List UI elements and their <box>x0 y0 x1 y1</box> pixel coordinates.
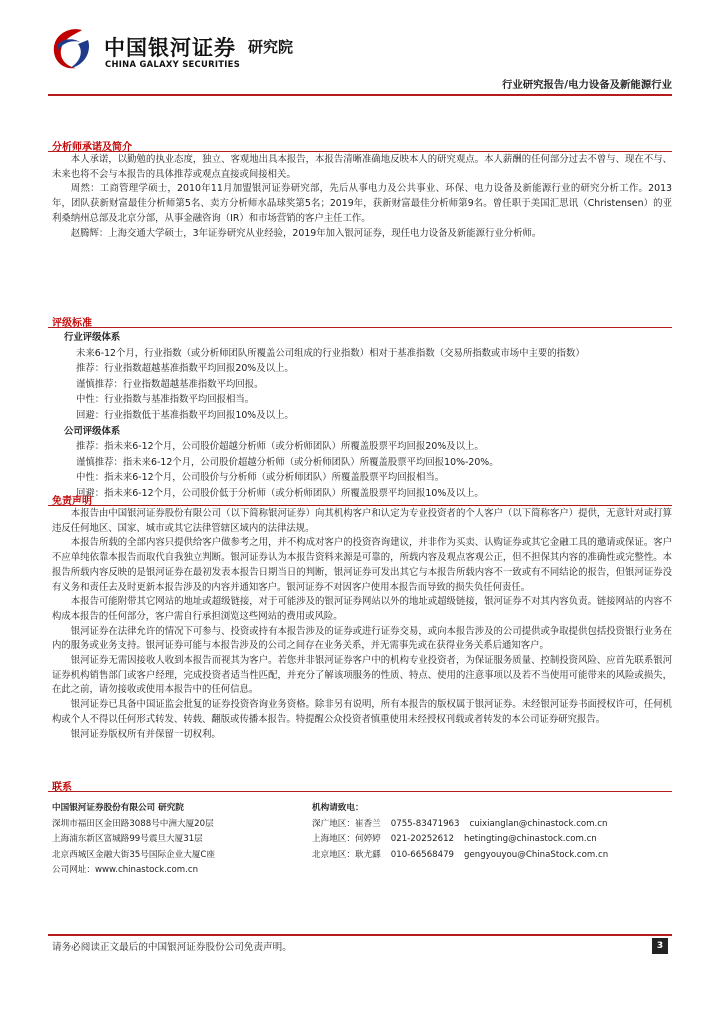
contact-clients-title: 机构请致电： <box>312 803 364 813</box>
industry-rating-line: 回避：行业指数低于基准指数平均回报10%及以上。 <box>76 409 294 421</box>
client-name: 何婷婷 <box>354 834 381 845</box>
analyst-paragraph: 本人承诺，以勤勉的执业态度，独立、客观地出具本报告，本报告清晰准确地反映本人的研究观点。本人薪酬的任何部分过去不曾与、现在不与、未来也将不会与本报告的具体推荐或观点直接或间接相关。 <box>52 154 672 180</box>
industry-rating-line: 推荐：行业指数超越基准指数平均回报20%及以上。 <box>76 363 294 375</box>
industry-rating-title: 行业评级体系 <box>64 332 121 343</box>
contact-address: 北京西城区金融大街35号国际企业大厦C座 <box>52 849 216 860</box>
company-logo <box>48 26 308 76</box>
contact-section-divider <box>48 791 672 792</box>
client-region: 上海地区： <box>312 834 355 845</box>
analyst-section-title: 分析师承诺及简介 <box>52 142 132 153</box>
disclaimer-paragraph: 本报告可能附带其它网站的地址或超级链接，对于可能涉及的银河证券网站以外的地址或超级链接，银河证券不对其内容负责。链接网站的内容不构成本报告的任何部分，客户需自行承担浏览这些网站的费用或风险。 <box>52 596 672 622</box>
analyst-paragraph: 周然：工商管理学硕士，2010年11月加盟银河证券研究部，先后从事电力及公共事业、环保、电力设备及新能源行业的研究分析工作。2013年，团队获新财富最佳分析师第5名、卖方分析师水晶球奖第5名；2019年，获新财富最佳分析师第9名。曾任职于美国汇思讯（Christensen）的亚利桑纳州总部及北京分部，从事金融咨询（IR）和市场营销的客户主任工作。 <box>52 183 672 224</box>
contact-client-row <box>312 832 608 848</box>
logo-english-name: CHINA GALAXY SECURITIES <box>105 59 241 69</box>
company-rating-line: 推荐：指未来6-12个月，公司股价超越分析师（或分析师团队）所覆盖股票平均回报20%及以上。 <box>76 441 484 453</box>
institute-label: 研究院 <box>248 38 294 56</box>
rating-section-title: 评级标准 <box>52 318 92 329</box>
footer-divider <box>48 934 672 936</box>
industry-rating-line: 中性：行业指数与基准指数平均回报相当。 <box>76 394 255 406</box>
contact-company-block <box>52 801 215 879</box>
disclaimer-section-divider <box>48 505 672 506</box>
client-name: 崔香兰 <box>354 818 381 829</box>
contact-address: 深圳市福田区金田路3088号中洲大厦20层 <box>52 818 214 829</box>
contact-company-name: 中国银河证券股份有限公司 研究院 <box>52 803 184 813</box>
disclaimer-section-title: 免责声明 <box>52 496 92 507</box>
analyst-section-divider <box>48 151 672 152</box>
client-region: 深广地区： <box>312 818 355 829</box>
disclaimer-paragraph: 银河证券无需因接收人收到本报告而视其为客户。若您并非银河证券客户中的机构专业投资者，为保证服务质量、控制投资风险、应首先联系银河证券机构销售部门或客户经理，完成投资者适当性匹配，并充分了解该项服务的性质、特点、使用的注意事项以及若不当使用可能带来的风险或损失，在此之前，请勿接收或使用本报告中的任何信息。 <box>52 655 672 696</box>
galaxy-logo-icon <box>48 26 94 72</box>
client-phone: 021-20252612 <box>390 834 455 845</box>
client-email[interactable]: cuixianglan@chinastock.com.cn <box>469 818 608 829</box>
client-phone: 0755-83471963 <box>390 818 460 829</box>
industry-rating-line: 未来6-12个月，行业指数（或分析师团队所覆盖公司组成的行业指数）相对于基准指数（交易所指数或市场中主要的指数） <box>76 347 585 359</box>
analyst-section-body <box>52 153 672 241</box>
header-divider <box>48 94 672 96</box>
rating-section-divider <box>48 327 672 328</box>
report-type: 行业研究报告/电力设备及新能源行业 <box>501 79 672 91</box>
disclaimer-paragraph: 本报告由中国银河证券股份有限公司（以下简称银河证券）向其机构客户和认定为专业投资者的个人客户（以下简称客户）提供，无意针对或打算违反任何地区、国家、城市或其它法律管辖区域内的法律法规。 <box>52 508 672 534</box>
disclaimer-paragraph: 银河证券版权所有并保留一切权利。 <box>70 728 221 740</box>
contact-clients-block <box>312 801 608 863</box>
disclaimer-paragraph: 本报告所载的全部内容只提供给客户做参考之用，并不构成对客户的投资咨询建议，并非作为买卖、认购证券或其它金融工具的邀请或保证。客户不应单纯依靠本报告而取代自我独立判断。银河证券认为本报告资料来源是可靠的，所载内容及观点客观公正，但不担保其内容的准确性或完整性。本报告所载内容反映的是银河证券在最初发表本报告日期当日的判断，银河证券可发出其它与本报告所载内容不一致或有不同结论的报告，但银河证券没有义务和责任去及时更新本报告涉及的内容并通知客户。银河证券不对因客户使用本报告而导致的损失负任何责任。 <box>52 537 672 593</box>
page-number: 3 <box>652 938 668 954</box>
company-rating-line: 中性：指未来6-12个月，公司股价与分析师（或分析师团队）所覆盖股票平均回报相当。 <box>76 472 445 484</box>
client-region: 北京地区： <box>312 849 355 860</box>
contact-client-row <box>312 817 608 833</box>
client-email[interactable]: gengyouyou@ChinaStock.com.cn <box>464 849 609 860</box>
contact-website: 公司网址：www.chinastock.com.cn <box>52 865 199 876</box>
client-email[interactable]: hetingting@chinastock.com.cn <box>464 834 597 845</box>
industry-rating-line: 谨慎推荐：行业指数超越基准指数平均回报。 <box>76 378 264 390</box>
contact-section-title: 联系 <box>52 782 72 793</box>
disclaimer-section-body <box>52 507 672 742</box>
rating-section-body <box>52 330 672 502</box>
logo-chinese-name: 中国银河证券 <box>104 36 236 60</box>
company-rating-title: 公司评级体系 <box>64 425 121 437</box>
company-rating-line: 谨慎推荐：指未来6-12个月，公司股价超越分析师（或分析师团队）所覆盖股票平均回报10%-20%。 <box>76 456 499 468</box>
analyst-paragraph: 赵腾辉：上海交通大学硕士，3年证券研究从业经验，2019年加入银河证券，现任电力设备及新能源行业分析师。 <box>70 227 542 239</box>
disclaimer-paragraph: 银河证券在法律允许的情况下可参与、投资或持有本报告涉及的证券或进行证券交易，或向本报告涉及的公司提供或争取提供包括投资银行业务在内的服务或业务支持。银河证券可能与本报告涉及的公司之间存在业务关系，并无需事先或在获得业务关系后通知客户。 <box>52 625 672 652</box>
footer-disclaimer-note: 请务必阅读正文最后的中国银河证券股份公司免责声明。 <box>52 942 292 953</box>
company-rating-line: 回避：指未来6-12个月，公司股价低于分析师（或分析师团队）所覆盖股票平均回报10%及以上。 <box>76 487 484 499</box>
contact-client-row <box>312 848 608 864</box>
client-name: 耿尤繇 <box>354 849 381 860</box>
client-phone: 010-66568479 <box>390 849 455 860</box>
contact-address: 上海浦东新区富城路99号震旦大厦31层 <box>52 834 203 845</box>
disclaimer-paragraph: 银河证券已具备中国证监会批复的证券投资咨询业务资格。除非另有说明，所有本报告的版权属于银河证券。未经银河证券书面授权许可，任何机构或个人不得以任何形式转发、转载、翻版或传播本报告。特提醒公众投资者慎重使用未经授权刊载或者转发的本公司证券研究报告。 <box>52 699 672 725</box>
